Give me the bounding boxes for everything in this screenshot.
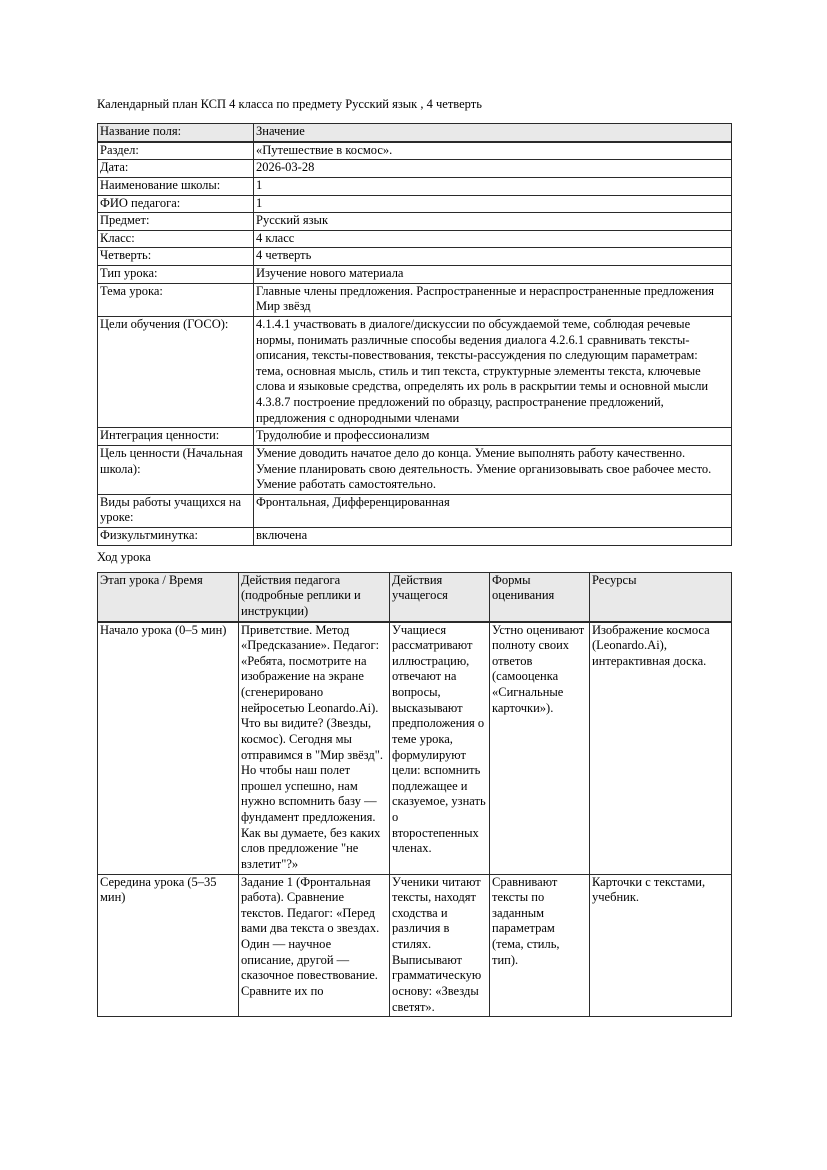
info-field-value: 1: [254, 195, 732, 213]
info-field-label: Цели обучения (ГОСО):: [98, 316, 254, 427]
info-field-label: Наименование школы:: [98, 177, 254, 195]
table-row: [98, 528, 732, 546]
lesson-assessment-cell: Сравнивают тексты по заданным параметрам (тема, стиль, тип).: [490, 874, 590, 1017]
info-field-value: Русский язык: [254, 213, 732, 231]
lesson-resources-cell: Изображение космоса (Leonardo.Ai), интерактивная доска.: [590, 622, 732, 875]
table-row: [98, 283, 732, 316]
table-row: [98, 266, 732, 284]
lesson-header-row: [98, 572, 732, 621]
lesson-teacher-actions-cell: Приветствие. Метод «Предсказание». Педагог: «Ребята, посмотрите на изображение на экране (сгенерировано нейросетью Leonardo.Ai). Что вы видите? (Звезды, космос). Сегодня мы отправимся в "Мир звёзд". Но чтобы наш полет прошел успешно, нам нужно вспомнить базу — фундамент предложения. Как вы думаете, без каких слов предложение "не взлетит"?»: [239, 622, 390, 875]
info-field-value: 4 четверть: [254, 248, 732, 266]
info-field-label: Четверть:: [98, 248, 254, 266]
info-field-label: Цель ценности (Начальная школа):: [98, 445, 254, 494]
info-field-value: Изучение нового материала: [254, 266, 732, 284]
lesson-plan-table: [97, 572, 732, 1018]
page-title: Календарный план КСП 4 класса по предмету Русский язык , 4 четверть: [97, 97, 482, 111]
info-field-value: включена: [254, 528, 732, 546]
table-row: [98, 622, 732, 875]
table-row: [98, 494, 732, 527]
info-field-label: Класс:: [98, 230, 254, 248]
info-field-value: «Путешествие в космос».: [254, 142, 732, 160]
table-row: [98, 195, 732, 213]
lesson-header-stage: Этап урока / Время: [98, 572, 239, 621]
lesson-student-actions-cell: Ученики читают тексты, находят сходства и различия в стилях. Выписывают грамматическую основу: «Звезды светят».: [390, 874, 490, 1017]
lesson-header-resources: Ресурсы: [590, 572, 732, 621]
info-field-value: 4.1.4.1 участвовать в диалоге/дискуссии по обсуждаемой теме, соблюдая речевые нормы, понимать различные способы ведения диалога 4.2.6.1 сравнивать тексты-описания, тексты-повествования, тексты-рассуждения по следующим параметрам: тема, основная мысль, стиль и тип текста, структурные элементы текста, ключевые слова и языковые средства, определять их роль в раскрытии темы и основной мысли 4.3.8.7 построение предложений по образцу, распространение предложений, предложения с однородными членами: [254, 316, 732, 427]
info-field-label: ФИО педагога:: [98, 195, 254, 213]
table-row: [98, 230, 732, 248]
info-field-label: Дата:: [98, 160, 254, 178]
lesson-student-actions-cell: Учащиеся рассматривают иллюстрацию, отвечают на вопросы, высказывают предположения о теме урока, формулируют цели: вспомнить подлежащее и сказуемое, узнать о второстепенных членах.: [390, 622, 490, 875]
info-field-label: Физкультминутка:: [98, 528, 254, 546]
info-field-value: Трудолюбие и профессионализм: [254, 428, 732, 446]
table-row: [98, 445, 732, 494]
lesson-info-table: [97, 123, 732, 546]
info-field-value: 4 класс: [254, 230, 732, 248]
info-header-row: [98, 124, 732, 142]
info-field-value: Главные члены предложения. Распространенные и нераспространенные предложения Мир звёзд: [254, 283, 732, 316]
lesson-stage-cell: Начало урока (0–5 мин): [98, 622, 239, 875]
section-heading-course-of-lesson: Ход урока: [97, 549, 151, 564]
info-field-label: Тема урока:: [98, 283, 254, 316]
info-field-value: Фронтальная, Дифференцированная: [254, 494, 732, 527]
info-field-label: Предмет:: [98, 213, 254, 231]
table-row: [98, 160, 732, 178]
table-row: [98, 142, 732, 160]
lesson-stage-cell: Середина урока (5–35 мин): [98, 874, 239, 1017]
info-field-label: Раздел:: [98, 142, 254, 160]
info-field-label: Тип урока:: [98, 266, 254, 284]
lesson-header-teacher-actions: Действия педагога (подробные реплики и инструкции): [239, 572, 390, 621]
table-row: [98, 248, 732, 266]
table-row: [98, 316, 732, 427]
lesson-resources-cell: Карточки с текстами, учебник.: [590, 874, 732, 1017]
lesson-header-student-actions: Действия учащегося: [390, 572, 490, 621]
table-row: [98, 428, 732, 446]
table-row: [98, 874, 732, 1017]
table-row: [98, 213, 732, 231]
info-field-value: Умение доводить начатое дело до конца. Умение выполнять работу качественно. Умение планировать свою деятельность. Умение организовывать свое рабочее место. Умение работать самостоятельно.: [254, 445, 732, 494]
info-header-value: Значение: [254, 124, 732, 142]
info-header-field: Название поля:: [98, 124, 254, 142]
info-field-value: 1: [254, 177, 732, 195]
lesson-teacher-actions-cell: Задание 1 (Фронтальная работа). Сравнение текстов. Педагог: «Перед вами два текста о звездах. Один — научное описание, другой — сказочное повествование. Сравните их по: [239, 874, 390, 1017]
lesson-assessment-cell: Устно оценивают полноту своих ответов (самооценка «Сигнальные карточки»).: [490, 622, 590, 875]
info-field-value: 2026-03-28: [254, 160, 732, 178]
info-field-label: Интеграция ценности:: [98, 428, 254, 446]
table-row: [98, 177, 732, 195]
document-page: [97, 97, 731, 1017]
lesson-header-assessment: Формы оценивания: [490, 572, 590, 621]
info-field-label: Виды работы учащихся на уроке:: [98, 494, 254, 527]
